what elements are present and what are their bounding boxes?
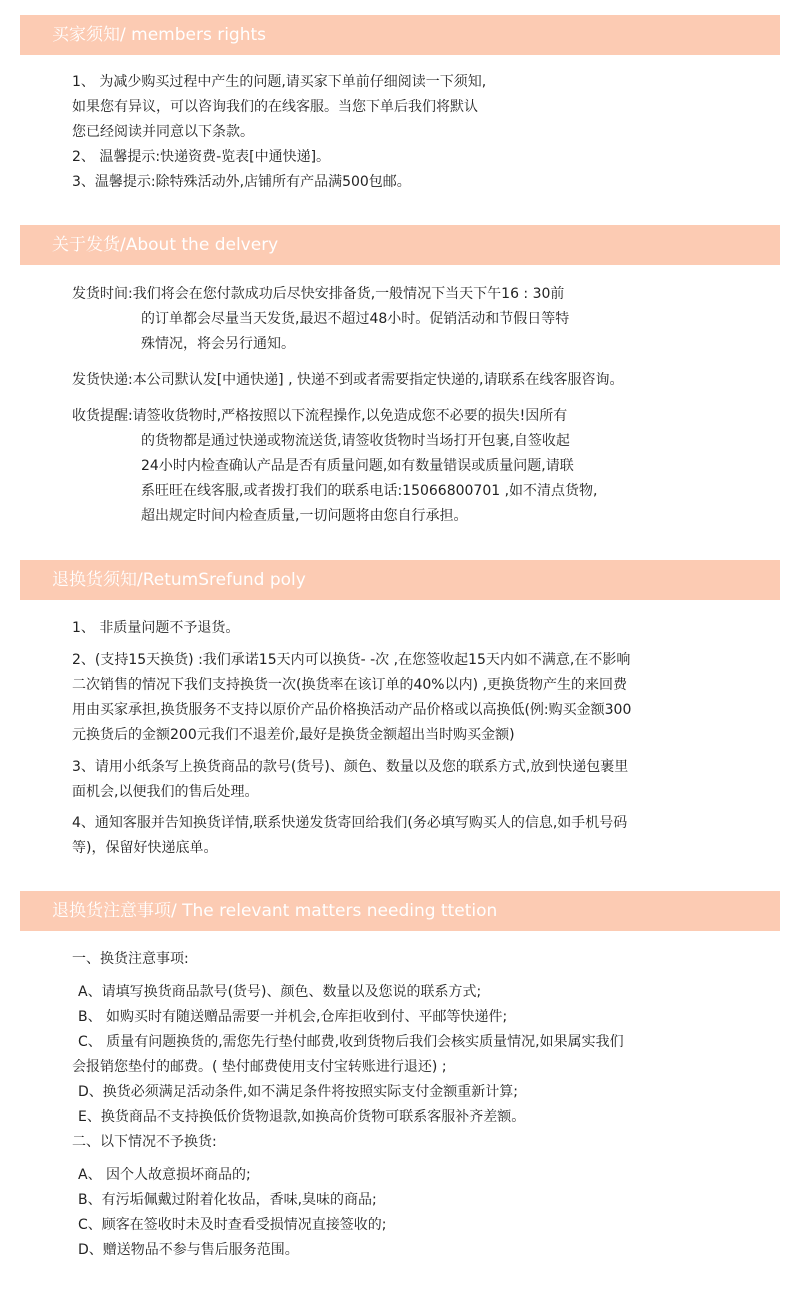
delivery-time-line-3: 殊情况，将会另行通知。	[141, 336, 295, 352]
no-exchange-b: B、有污垢佩戴过附着化妆品，香味,臭味的商品;	[78, 1192, 377, 1208]
delivery-time-line-1: 发货时间:我们将会在您付款成功后尽快安排备货,一般情况下当天下午16 : 30前	[72, 286, 565, 302]
exchange-note-b: B、 如购买时有随送赠品需要一并机会,仓库拒收到付、平邮等快递件;	[78, 1009, 508, 1025]
section-header-exchange-notes: 退换货注意事项/ The relevant matters needing ttetion	[20, 891, 780, 931]
section-header-members-rights: 买家须知/ members rights	[20, 15, 780, 55]
no-exchange-a: A、 因个人故意损坏商品的;	[78, 1167, 251, 1183]
rights-line-4: 2、 温馨提示:快递资费-览表[中通快递]。	[72, 149, 331, 165]
rights-line-3: 您已经阅读并同意以下条款。	[72, 124, 254, 140]
return-line-4: 用由买家承担,换货服务不支持以原价产品价格换活动产品价格或以高换低(例:购买金额300	[72, 702, 632, 718]
exchange-note-c-cont: 会报销您垫付的邮费。( 垫付邮费使用支付宝转账进行退还) ;	[72, 1059, 447, 1075]
return-line-9: 等)，保留好快递底单。	[72, 840, 218, 856]
receipt-notice-line-2: 的货物都是通过快递或物流送货,请签收货物时当场打开包裹,自签收起	[141, 433, 570, 449]
exchange-note-c: C、 质量有问题换货的,需您先行垫付邮费,收到货物后我们会核实质量情况,如果属实我们	[78, 1034, 624, 1050]
no-exchange-c: C、顾客在签收时未及时查看受损情况直接签收的;	[78, 1217, 387, 1233]
rights-line-1: 1、 为减少购买过程中产生的问题,请买家下单前仔细阅读一下须知,	[72, 74, 487, 90]
delivery-time-line-2: 的订单都会尽量当天发货,最迟不超过48小时。促销活动和节假日等特	[141, 311, 570, 327]
return-line-8: 4、通知客服并告知换货详情,联系快递发货寄回给我们(务必填写购买人的信息,如手机号码	[72, 815, 628, 831]
receipt-notice-line-5: 超出规定时间内检查质量,一切问题将由您自行承担。	[141, 508, 468, 524]
exchange-note-d: D、换货必须满足活动条件,如不满足条件将按照实际支付金额重新计算;	[78, 1084, 518, 1100]
return-line-2: 2、(支持15天换货) :我们承诺15天内可以换货- -次 ,在您签收起15天内如不满意,在不影响	[72, 652, 631, 668]
delivery-express-line: 发货快递:本公司默认发[中通快递] , 快递不到或者需要指定快递的,请联系在线客服咨询。	[72, 372, 624, 388]
rights-line-2: 如果您有异议，可以咨询我们的在线客服。当您下单后我们将默认	[72, 99, 478, 115]
no-exchange-heading: 二、以下情况不予换货:	[72, 1134, 217, 1150]
rights-line-5: 3、温馨提示:除特殊活动外,店铺所有产品满500包邮。	[72, 174, 411, 190]
exchange-note-e: E、换货商品不支持换低价货物退款,如换高价货物可联系客服补齐差额。	[78, 1109, 526, 1125]
exchange-note-a: A、请填写换货商品款号(货号)、颜色、数量以及您说的联系方式;	[78, 984, 482, 1000]
return-line-1: 1、 非质量问题不予退货。	[72, 620, 240, 636]
no-exchange-d: D、赠送物品不参与售后服务范围。	[78, 1242, 299, 1258]
return-line-6: 3、请用小纸条写上换货商品的款号(货号)、颜色、数量以及您的联系方式,放到快递包裹里	[72, 759, 629, 775]
exchange-notes-heading: 一、换货注意事项:	[72, 951, 189, 967]
return-line-7: 面机会,以便我们的售后处理。	[72, 784, 259, 800]
return-line-3: 二次销售的情况下我们支持换货一次(换货率在该订单的40%以内) ,更换货物产生的来回费	[72, 677, 627, 693]
receipt-notice-line-3: 24小时内检查确认产品是否有质量问题,如有数量错误或质量问题,请联	[141, 458, 574, 474]
receipt-notice-line-1: 收货提醒:请签收货物时,严格按照以下流程操作,以免造成您不必要的损失!因所有	[72, 408, 568, 424]
receipt-notice-line-4: 系旺旺在线客服,或者拨打我们的联系电话:15066800701 ,如不清点货物,	[141, 483, 598, 499]
section-header-delivery: 关于发货/About the delvery	[20, 225, 780, 265]
section-header-return-policy: 退换货须知/RetumSrefund poly	[20, 560, 780, 600]
return-line-5: 元换货后的金额200元我们不退差价,最好是换货金额超出当时购买金额)	[72, 727, 515, 743]
